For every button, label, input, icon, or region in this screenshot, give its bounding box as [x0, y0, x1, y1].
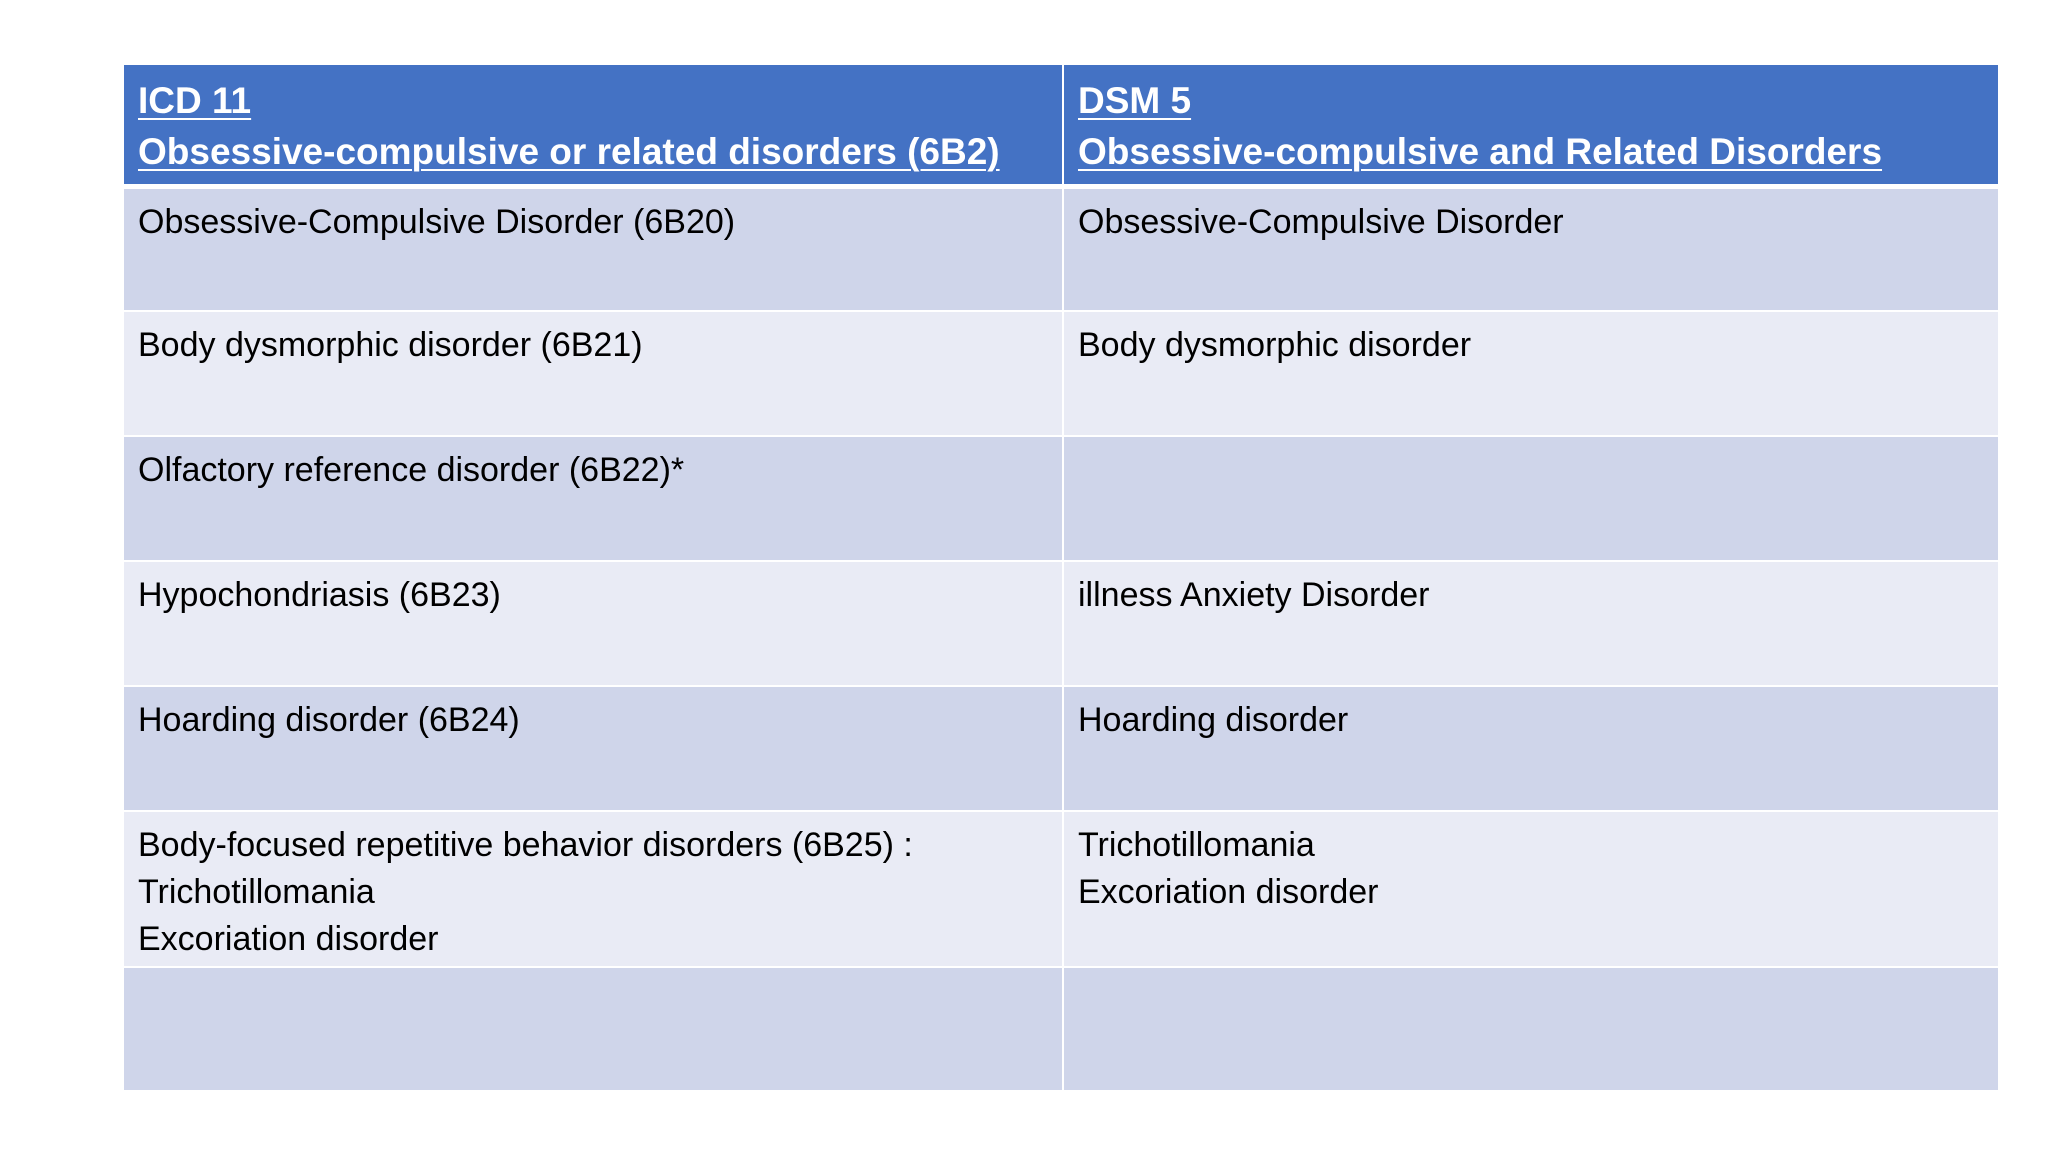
header-dsm-title: DSM 5 — [1078, 80, 1192, 121]
cell-text: Obsessive-Compulsive Disorder (6B20) — [138, 202, 736, 241]
cell-icd — [123, 686, 1063, 811]
cell-text: Olfactory reference disorder (6B22)* — [138, 451, 685, 489]
cell-icd — [123, 967, 1063, 1091]
table-row — [123, 311, 1999, 436]
comparison-table — [122, 63, 2000, 1092]
cell-dsm — [1063, 811, 1999, 967]
cell-dsm — [1063, 967, 1999, 1091]
cell-text: Body dysmorphic disorder — [1078, 326, 1472, 364]
table-row — [123, 811, 1999, 967]
cell-dsm — [1063, 311, 1999, 436]
cell-text: Trichotillomania — [1078, 826, 1315, 864]
cell-text: Hypochondriasis (6B23) — [138, 576, 501, 614]
cell-text: Hoarding disorder (6B24) — [138, 701, 520, 739]
cell-dsm — [1063, 186, 1999, 311]
table-row — [123, 686, 1999, 811]
cell-text: Excoriation disorder — [138, 920, 439, 958]
header-dsm — [1063, 64, 1999, 186]
cell-icd — [123, 561, 1063, 686]
table-row — [123, 967, 1999, 1091]
cell-icd — [123, 311, 1063, 436]
header-icd — [123, 64, 1063, 186]
cell-icd — [123, 436, 1063, 561]
table-header-row — [123, 64, 1999, 186]
cell-text: Excoriation disorder — [1078, 873, 1379, 911]
cell-icd — [123, 811, 1063, 967]
header-dsm-subtitle: Obsessive-compulsive and Related Disorders — [1078, 131, 1883, 172]
header-icd-subtitle: Obsessive-compulsive or related disorders (6B2) — [138, 131, 1000, 172]
cell-text: Body dysmorphic disorder (6B21) — [138, 326, 643, 364]
cell-text: Hoarding disorder — [1078, 701, 1349, 739]
cell-text: Trichotillomania — [138, 873, 375, 911]
header-icd-title: ICD 11 — [138, 80, 252, 121]
cell-dsm — [1063, 436, 1999, 561]
cell-dsm — [1063, 686, 1999, 811]
table-row — [123, 436, 1999, 561]
cell-text: Body-focused repetitive behavior disorders (6B25) : — [138, 826, 913, 864]
table-row — [123, 561, 1999, 686]
cell-dsm — [1063, 561, 1999, 686]
cell-text: illness Anxiety Disorder — [1078, 576, 1430, 614]
cell-text: Obsessive-Compulsive Disorder — [1078, 202, 1564, 241]
table-row — [123, 186, 1999, 311]
cell-icd — [123, 186, 1063, 311]
